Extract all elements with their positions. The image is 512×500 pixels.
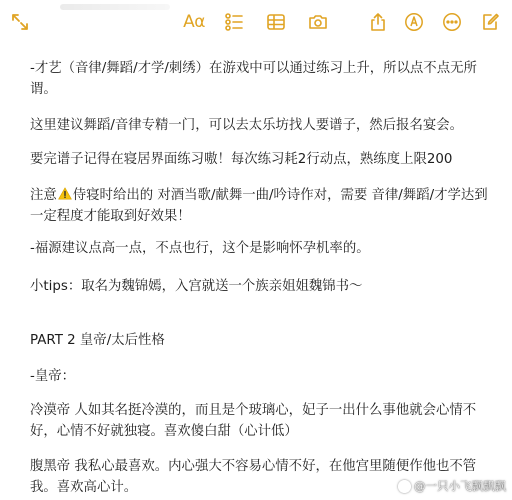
more-button[interactable] bbox=[440, 10, 464, 34]
table-button[interactable] bbox=[264, 10, 288, 34]
share-icon bbox=[368, 12, 388, 32]
note-paragraph: 冷漠帝 人如其名挺冷漠的，而且是个玻璃心，妃子一出什么事他就会心情不好，心情不好就独寝。喜欢傻白甜（心计低） bbox=[30, 403, 477, 439]
compose-icon bbox=[480, 12, 500, 32]
table-icon bbox=[266, 12, 286, 32]
note-paragraph: 这里建议舞蹈/音律专精一门，可以去太乐坊找人要谱子，然后报名宴会。 bbox=[30, 118, 464, 133]
camera-icon bbox=[308, 12, 328, 32]
note-paragraph: 要完谱子记得在寝居界面练习嗷！每次练习耗2行动点，熟练度上限200 bbox=[30, 152, 453, 167]
previous-line-fragment bbox=[60, 4, 170, 10]
markup-button[interactable] bbox=[402, 10, 426, 34]
watermark-text: @一只小飞飘飘飘 bbox=[414, 479, 506, 493]
subsection-heading: -皇帝： bbox=[30, 369, 76, 384]
format-text-label: Aα bbox=[183, 12, 205, 32]
more-icon bbox=[442, 12, 462, 32]
section-heading: PART 2 皇帝/太后性格 bbox=[30, 333, 165, 348]
checklist-icon bbox=[224, 12, 244, 32]
watermark bbox=[398, 478, 506, 494]
warning-text: 侍寝时给出的 对酒当歌/献舞一曲/吟诗作对，需要 音律/舞蹈/才学达到一定程度才能取到好效果！ bbox=[30, 188, 488, 224]
note-paragraph: 腹黑帝 我私心最喜欢。内心强大不容易心情不好，在他宫里随便作他也不管我。喜欢高心计。 bbox=[30, 459, 477, 495]
camera-button[interactable] bbox=[306, 10, 330, 34]
collapse-button[interactable] bbox=[8, 10, 32, 34]
checklist-button[interactable] bbox=[222, 10, 246, 34]
note-paragraph: -才艺（音律/舞蹈/才学/刺绣）在游戏中可以通过练习上升，所以点不点无所谓。 bbox=[30, 61, 477, 97]
format-text-button[interactable] bbox=[180, 10, 208, 34]
compose-button[interactable] bbox=[478, 10, 502, 34]
warning-icon bbox=[58, 187, 72, 200]
note-paragraph: 小tips：取名为魏锦嫣，入宫就送一个族亲姐姐魏锦书～ bbox=[30, 279, 363, 294]
markup-pen-icon bbox=[404, 12, 424, 32]
warning-prefix: 注意 bbox=[30, 188, 57, 203]
note-paragraph-warning bbox=[30, 185, 496, 227]
note-paragraph: -福源建议点高一点，不点也行，这个是影响怀孕机率的。 bbox=[30, 241, 370, 256]
share-button[interactable] bbox=[366, 10, 390, 34]
notes-toolbar bbox=[0, 0, 512, 44]
watermark-logo-icon bbox=[398, 480, 411, 493]
collapse-icon bbox=[10, 12, 30, 32]
